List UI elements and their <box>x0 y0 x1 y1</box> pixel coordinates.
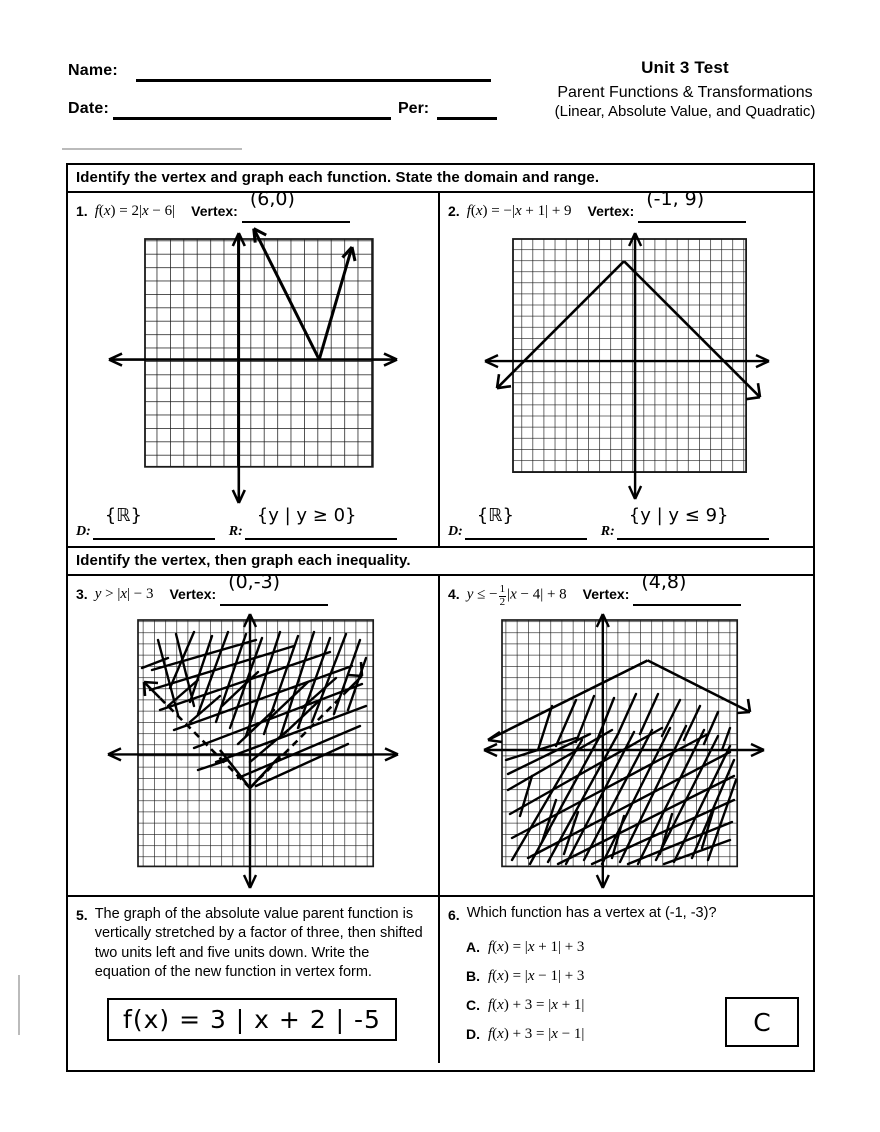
choice-b-letter: B. <box>466 968 480 984</box>
choice-b-equation: f(x) = |x − 1| + 3 <box>488 968 585 984</box>
choice-d-letter: D. <box>466 1026 480 1042</box>
question-1-range-answer-field[interactable] <box>245 505 397 540</box>
per-input-line[interactable] <box>437 117 497 120</box>
question-2-range-answer: {y | y ≤ 9} <box>628 505 729 526</box>
choice-a-equation: f(x) = |x + 1| + 3 <box>488 939 585 955</box>
question-2-domain-label: D: <box>448 524 463 539</box>
date-label: Date: <box>68 100 110 117</box>
question-1-domain-answer-field[interactable] <box>93 505 215 540</box>
question-2-graph[interactable] <box>477 227 777 512</box>
question-6-prompt <box>448 905 803 925</box>
page-subtitle-secondary: (Linear, Absolute Value, and Quadratic) <box>554 103 816 120</box>
question-2-vertex-answer: (-1, 9) <box>646 188 705 210</box>
question-6-answer: C <box>753 1007 771 1037</box>
question-4-number: 4. <box>448 586 460 602</box>
question-2-graph-area <box>440 227 813 512</box>
question-3-equation: y > |x| − 3 <box>94 586 154 602</box>
question-1-range-answer: {y | y ≥ 0} <box>256 505 357 526</box>
name-row <box>68 58 498 96</box>
question-1-vertex-label: Vertex: <box>191 203 238 219</box>
section-1-instructions: Identify the vertex and graph each function. State the domain and range. <box>68 165 813 193</box>
question-4-vertex-answer: (4,8) <box>641 571 687 593</box>
question-2-domain-answer: {ℝ} <box>476 505 514 526</box>
question-1-domain-label: D: <box>76 524 91 539</box>
question-3 <box>68 571 440 895</box>
question-1-domain-range-row <box>68 505 438 546</box>
question-5-text: The graph of the absolute value parent function is vertically stretched by a factor of three, then shifted two units left and five units down. Write the equation of the new function in vertex form. <box>94 906 423 980</box>
question-2-vertex-label: Vertex: <box>587 203 635 219</box>
question-5-answer: f(x) = 3 | x + 2 | -5 <box>123 1005 381 1035</box>
choice-d-equation: f(x) + 3 = |x − 1| <box>488 1026 585 1042</box>
section-2-instructions: Identify the vertex, then graph each inequality. <box>68 548 813 576</box>
question-5-body <box>76 905 428 982</box>
question-3-vertex-answer-field[interactable] <box>220 571 328 606</box>
question-3-graph-area <box>68 610 438 895</box>
per-label: Per: <box>398 100 430 117</box>
question-1-graph-area <box>68 227 438 512</box>
question-1-number: 1. <box>76 203 88 219</box>
question-4-graph-area <box>440 610 813 895</box>
question-1-equation: f(x) = 2|x − 6| <box>94 203 176 219</box>
question-5-number: 5. <box>76 907 88 923</box>
question-1-vertex-answer-field[interactable] <box>242 188 350 223</box>
question-3-number: 3. <box>76 586 88 602</box>
question-3-vertex-answer: (0,-3) <box>228 571 281 593</box>
question-6-text: Which function has a vertex at (-1, -3)? <box>466 905 717 921</box>
student-info-block <box>68 58 498 134</box>
question-1-graph[interactable] <box>103 227 403 512</box>
date-row <box>68 96 498 134</box>
question-4-header <box>440 571 813 610</box>
question-2-vertex-answer-field[interactable] <box>638 188 746 223</box>
question-6-number: 6. <box>448 907 460 923</box>
worksheet-body <box>66 163 815 1072</box>
choice-c-equation: f(x) + 3 = |x + 1| <box>488 997 585 1013</box>
worksheet-header <box>0 0 880 155</box>
question-2-range-answer-field[interactable] <box>617 505 769 540</box>
question-1-range-label: R: <box>228 524 243 539</box>
name-label: Name: <box>68 62 118 79</box>
question-2-equation: f(x) = −|x + 1| + 9 <box>466 203 572 219</box>
question-2 <box>440 188 813 546</box>
question-1 <box>68 188 440 546</box>
question-5 <box>68 897 440 1063</box>
scan-edge-mark-left <box>18 975 20 1035</box>
page-subtitle: Parent Functions & Transformations <box>557 84 813 101</box>
question-6-answer-box[interactable] <box>725 997 799 1047</box>
scan-edge-mark-top <box>62 148 242 150</box>
test-title-block <box>505 58 865 122</box>
question-6 <box>440 897 813 1063</box>
choice-a-letter: A. <box>466 939 480 955</box>
name-input-line[interactable] <box>136 79 491 82</box>
question-3-vertex-label: Vertex: <box>169 586 217 602</box>
question-5-answer-area <box>76 982 428 1041</box>
section-2-questions <box>68 571 813 897</box>
question-4-graph[interactable] <box>472 610 782 895</box>
question-2-range-label: R: <box>600 524 615 539</box>
choice-c-letter: C. <box>466 997 480 1013</box>
question-4-vertex-label: Vertex: <box>582 586 630 602</box>
section-1-questions <box>68 188 813 548</box>
question-2-domain-answer-field[interactable] <box>465 505 587 540</box>
question-4-vertex-answer-field[interactable] <box>633 571 741 606</box>
question-5-answer-box[interactable] <box>107 998 397 1041</box>
date-input-line[interactable] <box>113 117 391 120</box>
question-2-domain-range-row <box>440 505 813 546</box>
section-3-questions <box>68 897 813 1063</box>
question-4 <box>440 571 813 895</box>
choice-a[interactable] <box>466 937 803 957</box>
choice-b[interactable] <box>466 966 803 986</box>
question-2-number: 2. <box>448 203 460 219</box>
question-4-equation: y ≤ − $\frac{1}{2}$ |x − 4| + 8 <box>466 583 567 608</box>
question-1-header <box>68 188 438 227</box>
page-title: Unit 3 Test <box>641 58 729 77</box>
question-1-vertex-answer: (6,0) <box>249 188 295 210</box>
question-3-header <box>68 571 438 610</box>
question-1-domain-answer: {ℝ} <box>104 505 142 526</box>
question-3-graph[interactable] <box>98 610 408 895</box>
question-2-header <box>440 188 813 227</box>
